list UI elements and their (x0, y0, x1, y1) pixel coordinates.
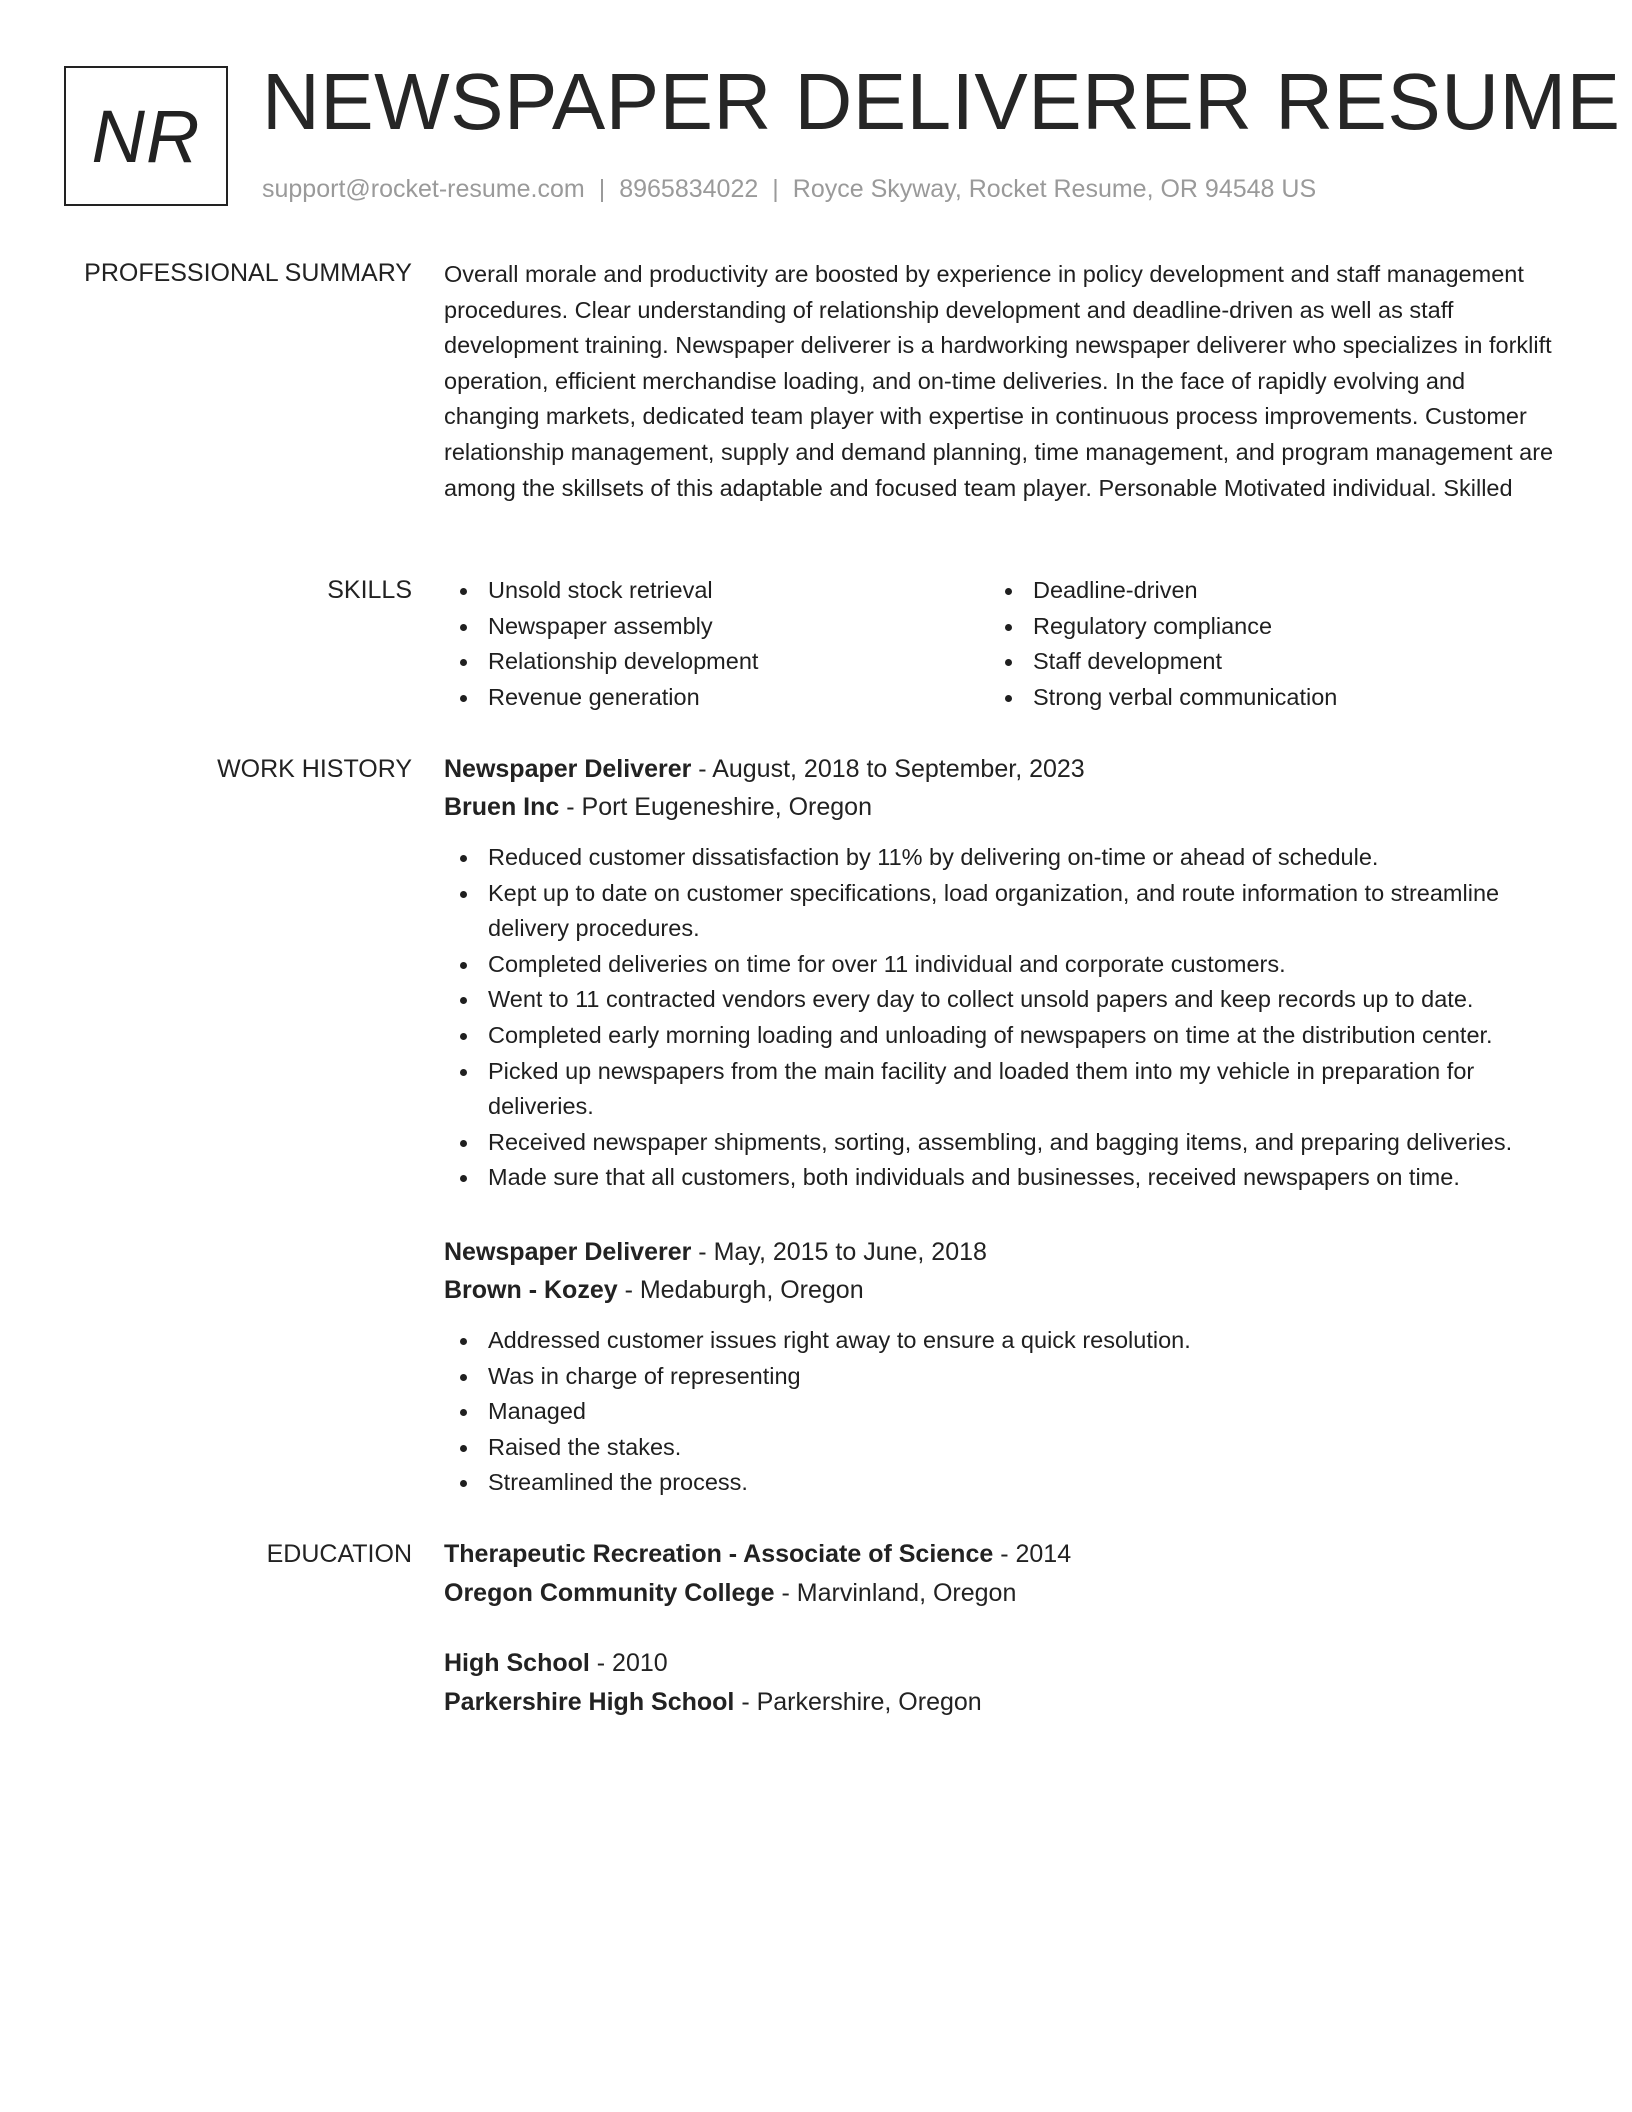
education-degree-line (444, 1644, 1564, 1683)
job-dates: - August, 2018 to September, 2023 (691, 755, 1085, 783)
job-entry (444, 750, 1564, 1196)
job-company-line (444, 788, 1564, 826)
education-degree: Therapeutic Recreation - Associate of Science (444, 1540, 994, 1568)
skills-list-left (444, 573, 989, 715)
contact-separator: | (772, 175, 779, 203)
section-label-summary: PROFESSIONAL SUMMARY (84, 259, 412, 287)
summary-section (444, 257, 1564, 506)
skill-item: Strong verbal communication (989, 680, 1534, 716)
job-duty: Picked up newspapers from the main facility and loaded them into my vehicle in preparation for deliveries. (444, 1054, 1564, 1125)
section-label-skills: SKILLS (327, 576, 412, 604)
skill-item: Regulatory compliance (989, 609, 1534, 645)
summary-text: Overall morale and productivity are boosted by experience in policy development and staff management procedures. Clear understanding of relationship development and deadline-driven as well as staff development training. Newspaper deliverer is a hardworking newspaper deliverer who specializes in forklift operation, efficient merchandise loading, and on-time deliveries. In the face of rapidly evolving and changing markets, dedicated team player with expertise in continuous process improvements. Customer relationship management, supply and demand planning, time management, and program management are among the skillsets of this adaptable and focused team player. Personable Motivated individual. Skilled (444, 261, 1554, 501)
job-duty: Raised the stakes. (444, 1430, 1564, 1466)
job-title-line (444, 750, 1564, 788)
skill-item: Deadline-driven (989, 573, 1534, 609)
job-duties-list (444, 840, 1564, 1196)
skill-item: Relationship development (444, 644, 989, 680)
monogram-badge (64, 66, 228, 206)
job-company: Bruen Inc (444, 793, 560, 821)
section-label-education: EDUCATION (266, 1540, 412, 1568)
education-entry (444, 1535, 1564, 1613)
education-location: - Parkershire, Oregon (734, 1688, 982, 1716)
skills-grid (444, 573, 1564, 715)
monogram-text: NR (91, 94, 201, 178)
job-title: Newspaper Deliverer (444, 755, 692, 783)
job-entry (444, 1233, 1564, 1501)
contact-email: support@rocket-resume.com (262, 175, 585, 203)
education-year: - 2010 (589, 1649, 668, 1677)
skill-item: Newspaper assembly (444, 609, 989, 645)
education-entry (444, 1644, 1564, 1722)
job-duty: Completed deliveries on time for over 11 individual and corporate customers. (444, 947, 1564, 983)
job-duty: Was in charge of representing (444, 1359, 1564, 1395)
education-degree-line (444, 1535, 1564, 1574)
job-duty: Reduced customer dissatisfaction by 11% by delivering on-time or ahead of schedule. (444, 840, 1564, 876)
section-label-work-history: WORK HISTORY (217, 755, 412, 783)
job-title: Newspaper Deliverer (444, 1238, 692, 1266)
skills-section (444, 573, 1564, 715)
education-degree: High School (444, 1649, 590, 1677)
job-duty: Addressed customer issues right away to ensure a quick resolution. (444, 1323, 1564, 1359)
skill-item: Unsold stock retrieval (444, 573, 989, 609)
job-duty: Received newspaper shipments, sorting, assembling, and bagging items, and preparing deliveries. (444, 1125, 1564, 1161)
contact-phone: 8965834022 (619, 175, 759, 203)
resume-title: NEWSPAPER DELIVERER RESUME (262, 57, 1621, 146)
contact-address: Royce Skyway, Rocket Resume, OR 94548 US (792, 175, 1317, 203)
education-school: Parkershire High School (444, 1688, 735, 1716)
education-location: - Marvinland, Oregon (774, 1579, 1017, 1607)
job-title-line (444, 1233, 1564, 1271)
education-school-line (444, 1683, 1564, 1722)
job-location: - Medaburgh, Oregon (617, 1276, 864, 1304)
contact-separator: | (598, 175, 606, 203)
education-school-line (444, 1574, 1564, 1613)
job-location: - Port Eugeneshire, Oregon (559, 793, 872, 821)
job-duty: Went to 11 contracted vendors every day to collect unsold papers and keep records up to date. (444, 982, 1564, 1018)
job-duty: Made sure that all customers, both individuals and businesses, received newspapers on time. (444, 1160, 1564, 1196)
job-duties-list (444, 1323, 1564, 1501)
job-company-line (444, 1271, 1564, 1309)
job-duty: Managed (444, 1394, 1564, 1430)
job-duty: Completed early morning loading and unloading of newspapers on time at the distribution center. (444, 1018, 1564, 1054)
skill-item: Staff development (989, 644, 1534, 680)
contact-line (262, 172, 1316, 206)
education-school: Oregon Community College (444, 1579, 775, 1607)
job-duty: Kept up to date on customer specifications, load organization, and route information to streamline delivery procedures. (444, 876, 1564, 947)
job-duty: Streamlined the process. (444, 1465, 1564, 1501)
job-company: Brown - Kozey (444, 1276, 618, 1304)
job-dates: - May, 2015 to June, 2018 (691, 1238, 987, 1266)
education-year: - 2014 (993, 1540, 1072, 1568)
skill-item: Revenue generation (444, 680, 989, 716)
skills-list-right (989, 573, 1534, 715)
